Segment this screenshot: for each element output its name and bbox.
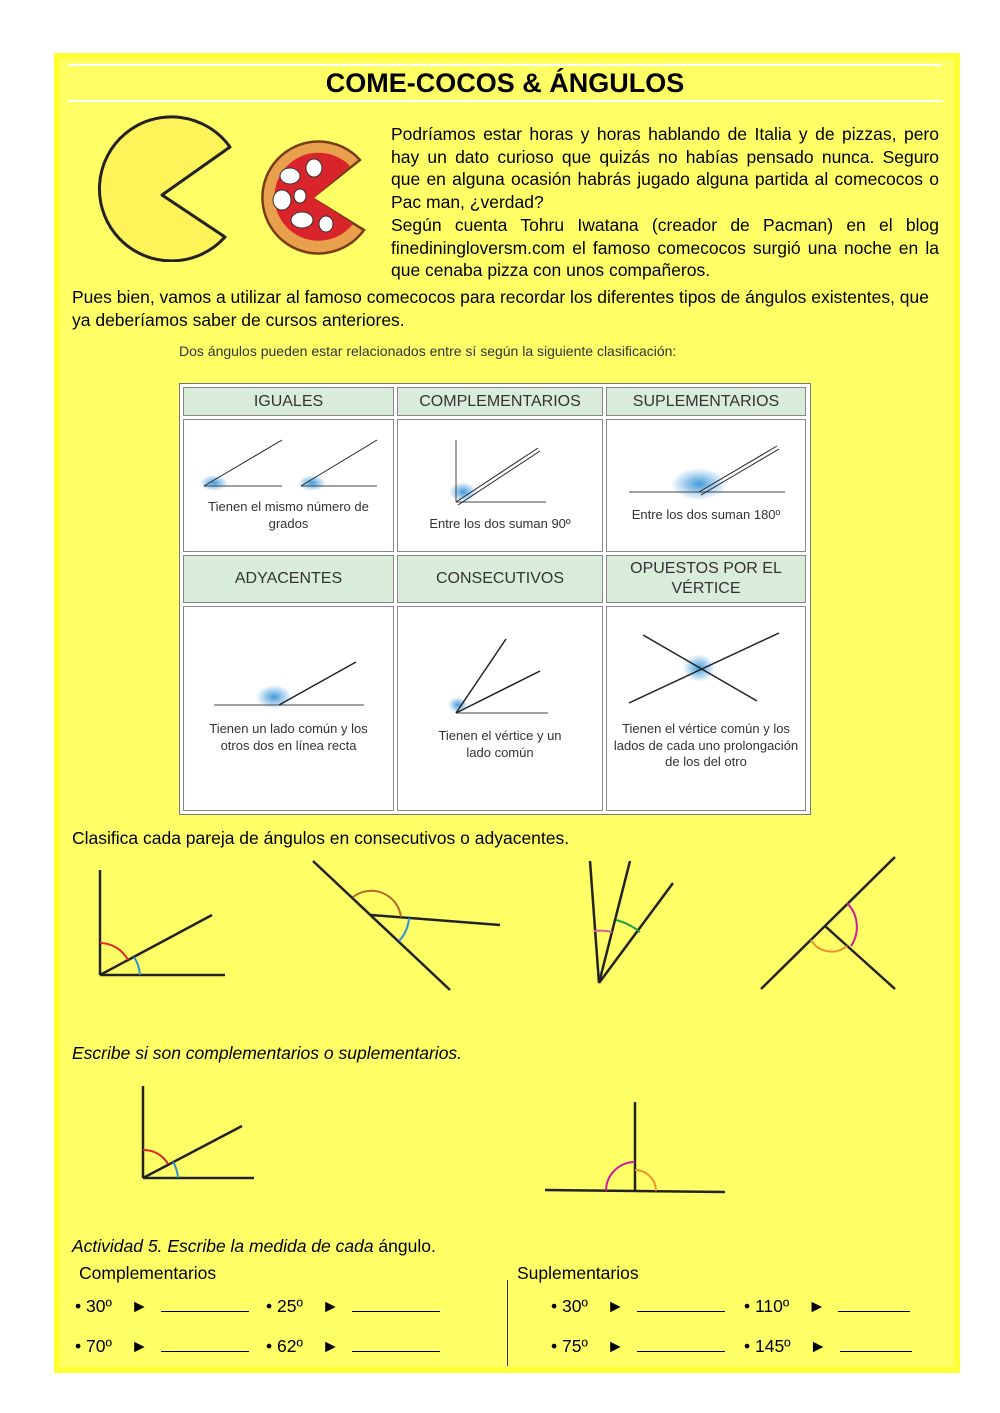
cell-iguales: [183, 419, 394, 552]
activity-5-prefix: Actividad 5. Escribe la medida de cada: [72, 1236, 374, 1256]
complementarios-item-4: [266, 1336, 440, 1357]
cell-complementarios: [397, 419, 603, 552]
sup-value-1: • 30º: [551, 1296, 588, 1316]
intro-paragraph-1: Podríamos estar horas y horas hablando de Italia y de pizzas, pero hay un dato curioso que quizás no habías pensado nunca. Seguro que en alguna ocasión habrás jugado alguna partida al comecocos o Pac man, ¿verdad?: [391, 124, 939, 213]
suplementarios-item-3: [551, 1336, 725, 1357]
arrow-icon: ►: [606, 1296, 625, 1316]
cell-consecutivos: [397, 606, 603, 811]
caption-complementarios: Entre los dos suman 90º: [429, 516, 571, 531]
arrow-icon: ►: [808, 1296, 826, 1316]
arrow-icon: ►: [809, 1336, 827, 1356]
answer-blank-comp-1[interactable]: [161, 1299, 249, 1312]
arrow-icon: ►: [321, 1336, 340, 1356]
answer-blank-comp-3[interactable]: [161, 1339, 249, 1352]
header-adyacentes: ADYACENTES: [183, 555, 394, 603]
cell-adyacentes: [183, 606, 394, 811]
intro-paragraph-3: Pues bien, vamos a utilizar al famoso comecocos para recordar los diferentes tipos de ángulos existentes, que ya deberíamos saber de cursos anteriores.: [72, 287, 929, 330]
page-title: COME-COCOS & ÁNGULOS: [68, 64, 942, 102]
answer-blank-sup-4[interactable]: [840, 1339, 912, 1352]
pacman-illustration: [80, 112, 240, 262]
section-2-instruction: Escribe si son complementarios o suplementarios.: [72, 1043, 463, 1063]
activity-5-suffix: ángulo.: [373, 1236, 436, 1256]
caption-opuestos: Tienen el vértice común y los lados de cada uno prolongación de los del otro: [613, 721, 799, 769]
comp-value-1: • 30º: [75, 1296, 112, 1316]
comp-value-2: • 25º: [266, 1296, 303, 1316]
sup-value-3: • 75º: [551, 1336, 588, 1356]
header-consecutivos: CONSECUTIVOS: [397, 555, 603, 603]
opuestos-diagram: [607, 607, 807, 727]
table-caption: Dos ángulos pueden estar relacionados entre sí según la siguiente clasificación:: [179, 343, 677, 359]
exercise2-angle-2: [540, 1097, 730, 1197]
intro-text: [391, 123, 939, 282]
iguales-diagram: [184, 420, 395, 510]
section-1-instruction: Clasifica cada pareja de ángulos en consecutivos o adyacentes.: [72, 828, 570, 848]
angle-classification-table: [179, 383, 811, 815]
exercise1-angle-pair-2: [305, 855, 505, 995]
caption-adyacentes: Tienen un lado común y los otros dos en línea recta: [209, 721, 368, 753]
suplementarios-item-2: [744, 1296, 910, 1317]
exercise1-angle-pair-3: [580, 855, 680, 990]
pizza-illustration: [252, 138, 372, 256]
cell-suplementarios: [606, 419, 806, 552]
caption-iguales: Tienen el mismo número de grados: [208, 499, 369, 531]
header-complementarios: COMPLEMENTARIOS: [397, 387, 603, 416]
arrow-icon: ►: [321, 1296, 340, 1316]
adyacentes-diagram: [184, 607, 395, 727]
arrow-icon: ►: [130, 1336, 149, 1356]
answer-blank-comp-2[interactable]: [352, 1299, 440, 1312]
caption-suplementarios: Entre los dos suman 180º: [631, 507, 781, 522]
answer-blank-sup-2[interactable]: [838, 1299, 910, 1312]
consecutivos-diagram: [398, 607, 604, 727]
intro-paragraph-2: Según cuenta Tohru Iwatana (creador de Pacman) en el blog finediningloversm.com el famoso comecocos surgió una noche en la que cenaba pizza con unos compañeros.: [391, 214, 939, 281]
sup-value-2: • 110º: [744, 1296, 790, 1316]
complementarios-item-1: [75, 1296, 249, 1317]
exercise2-angle-1: [132, 1082, 262, 1182]
comp-value-3: • 70º: [75, 1336, 112, 1356]
complementarios-label: Complementarios: [79, 1263, 217, 1283]
answer-blank-sup-1[interactable]: [637, 1299, 725, 1312]
exercise1-angle-pair-1: [90, 865, 230, 980]
complementarios-item-3: [75, 1336, 249, 1357]
arrow-icon: ►: [130, 1296, 149, 1316]
suplementarios-diagram: [607, 420, 807, 510]
sup-value-4: • 145º: [744, 1336, 791, 1356]
answer-blank-sup-3[interactable]: [637, 1339, 725, 1352]
header-iguales: IGUALES: [183, 387, 394, 416]
comp-value-4: • 62º: [266, 1336, 303, 1356]
arrow-icon: ►: [606, 1336, 625, 1356]
exercise1-angle-pair-4: [755, 853, 900, 995]
cell-opuestos: [606, 606, 806, 811]
activity-5-instruction: [72, 1236, 436, 1257]
answer-blank-comp-4[interactable]: [352, 1339, 440, 1352]
column-divider: [507, 1280, 508, 1366]
suplementarios-label: Suplementarios: [517, 1263, 639, 1283]
complementarios-item-2: [266, 1296, 440, 1317]
header-suplementarios: SUPLEMENTARIOS: [606, 387, 806, 416]
suplementarios-item-1: [551, 1296, 725, 1317]
caption-consecutivos: Tienen el vértice y un lado común: [438, 728, 562, 760]
header-opuestos: OPUESTOS POR EL VÉRTICE: [606, 555, 806, 603]
complementarios-diagram: [398, 420, 604, 510]
suplementarios-item-4: [744, 1336, 912, 1357]
